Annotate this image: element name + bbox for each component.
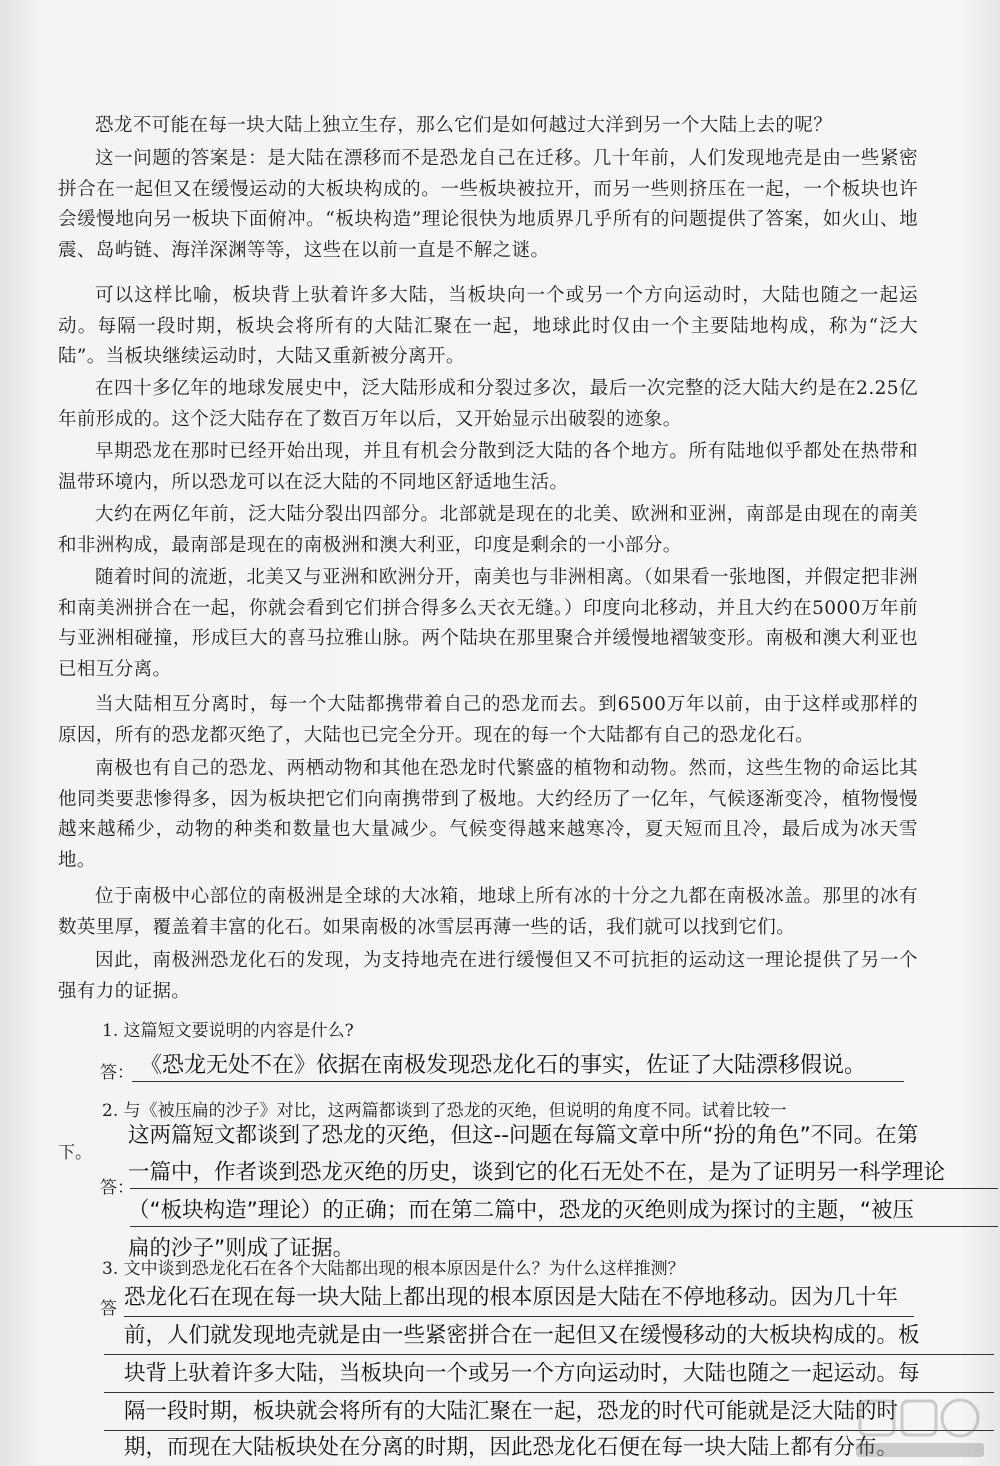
question-2: 2. 与《被压扁的沙子》对比，这两篇都谈到了恐龙的灭绝，但说明的角度不同。试着比较一 <box>102 1101 787 1121</box>
paragraph-7: 随着时间的流逝，北美又与亚洲和欧洲分开，南美也与非洲相离。（如果看一张地图，并假定把非洲和南美洲拼合在一起，你就会看到它们拼合得多么天衣无缝。）印度向北移动，并且大约在5000万年前与亚洲相碰撞，形成巨大的喜马拉雅山脉。两个陆块在那里聚合并缓慢地褶皱变形。南极和澳大利亚也已相互分离。 <box>58 567 918 680</box>
paragraph-6: 大约在两亿年前，泛大陆分裂出四部分。北部就是现在的北美、欧洲和亚洲，南部是由现在的南美和非洲构成，最南部是现在的南极洲和澳大利亚，印度是剩余的一小部分。 <box>58 504 918 556</box>
paragraph-11: 因此，南极洲恐龙化石的发现，为支持地壳在进行缓慢但又不可抗拒的运动这一理论提供了另一个强有力的证据。 <box>58 950 918 1002</box>
answer-label-3: 答 <box>100 1299 117 1319</box>
question-3: 3. 文中谈到恐龙化石在各个大陆都出现的根本原因是什么？为什么这样推测？ <box>102 1259 685 1279</box>
paragraph-1: 恐龙不可能在每一块大陆上独立生存，那么它们是如何越过大洋到另一个大陆上去的呢？ <box>95 115 833 136</box>
paragraph-2: 这一问题的答案是：是大陆在漂移而不是恐龙自己在迁移。几十年前，人们发现地壳是由一些紧密拼合在一起但又在缓慢运动的大板块构成的。一些板块被拉开，而另一些则挤压在一起，一个板块也许会缓慢地向另一板块下面俯冲。“板块构造”理论很快为地质界几乎所有的问题提供了答案，如火山、地震、岛屿链、海洋深渊等等，这些在以前一直是不解之谜。 <box>58 148 918 261</box>
answer-line <box>130 1226 998 1227</box>
answer-line <box>124 1316 914 1317</box>
answer-3-line-5: 期，而现在大陆板块处在分离的时期，因此恐龙化石便在每一块大陆上都有分布。 <box>124 1435 899 1460</box>
answer-line <box>132 1081 904 1082</box>
question-1: 1. 这篇短文要说明的内容是什么? <box>102 1021 354 1041</box>
paragraph-4: 在四十多亿年的地球发展史中，泛大陆形成和分裂过多次，最后一次完整的泛大陆大约是在2.25亿年前形成的。这个泛大陆存在了数百万年以后，又开始显示出破裂的迹象。 <box>58 378 918 430</box>
answer-2-line-1: 这两篇短文都谈到了恐龙的灭绝，但这--问题在每篇文章中所“扮的角色”不同。在第 <box>128 1123 919 1148</box>
paragraph-9: 南极也有自己的恐龙、两栖动物和其他在恐龙时代繁盛的植物和动物。然而，这些生物的命运比其他同类要悲惨得多，因为板块把它们向南携带到了极地。大约经历了一亿年，气候逐渐变冷，植物慢慢越来越稀少，动物的种类和数量也大量减少。气候变得越来越寒冷，夏天短而且冷，最后成为冰天雪地。 <box>58 758 918 871</box>
answer-3-line-2: 前，人们就发现地壳就是由一些紧密拼合在一起但又在缓慢移动的大板块构成的。板 <box>124 1323 920 1348</box>
answer-line <box>130 1188 998 1189</box>
answer-2-line-2: 一篇中，作者谈到恐龙灭绝的历史，谈到它的化石无处不在，是为了证明另一科学理论 <box>128 1160 946 1185</box>
answer-label-2: 答： <box>100 1178 134 1198</box>
paragraph-5: 早期恐龙在那时已经开始出现，并且有机会分散到泛大陆的各个地方。所有陆地似乎都处在热带和温带环境内，所以恐龙可以在泛大陆的不同地区舒适地生活。 <box>58 441 918 493</box>
paragraph-10: 位于南极中心部位的南极洲是全球的大冰箱，地球上所有冰的十分之九都在南极冰盖。那里的冰有数英里厚，覆盖着丰富的化石。如果南极的冰雪层再薄一些的话，我们就可以找到它们。 <box>58 886 918 938</box>
answer-line <box>104 1354 994 1355</box>
question-2-tail: 下。 <box>58 1143 92 1163</box>
answer-3-line-4: 隔一段时期，板块就会将所有的大陆汇聚在一起，恐龙的时代可能就是泛大陆的时 <box>124 1399 899 1424</box>
watermark-logo <box>846 1393 996 1463</box>
answer-label-1: 答： <box>100 1063 134 1083</box>
paragraph-8: 当大陆相互分离时，每一个大陆都携带着自己的恐龙而去。到6500万年以前，由于这样或那样的原因，所有的恐龙都灭绝了，大陆也已完全分开。现在的每一个大陆都有自己的恐龙化石。 <box>58 694 918 746</box>
paragraph-3: 可以这样比喻，板块背上驮着许多大陆，当板块向一个或另一个方向运动时，大陆也随之一起运动。每隔一段时期，板块会将所有的大陆汇聚在一起，地球此时仅由一个主要陆地构成，称为“泛大陆”。当板块继续运动时，大陆又重新被分离开。 <box>58 285 918 367</box>
answer-3-line-3: 块背上驮着许多大陆，当板块向一个或另一个方向运动时，大陆也随之一起运动。每 <box>124 1361 920 1386</box>
answer-2-line-4: 扁的沙子”则成了证据。 <box>128 1236 355 1261</box>
answer-1-handwritten: 《恐龙无处不在》依据在南极发现恐龙化石的事实，佐证了大陆漂移假说。 <box>140 1053 867 1078</box>
answer-3-line-1: 恐龙化石在现在每一块大陆上都出现的根本原因是大陆在不停地移动。因为几十年 <box>124 1285 899 1310</box>
answer-2-line-3: （“板块构造”理论）的正确；而在第二篇中，恐龙的灭绝则成为探讨的主题，“被压 <box>128 1198 914 1223</box>
